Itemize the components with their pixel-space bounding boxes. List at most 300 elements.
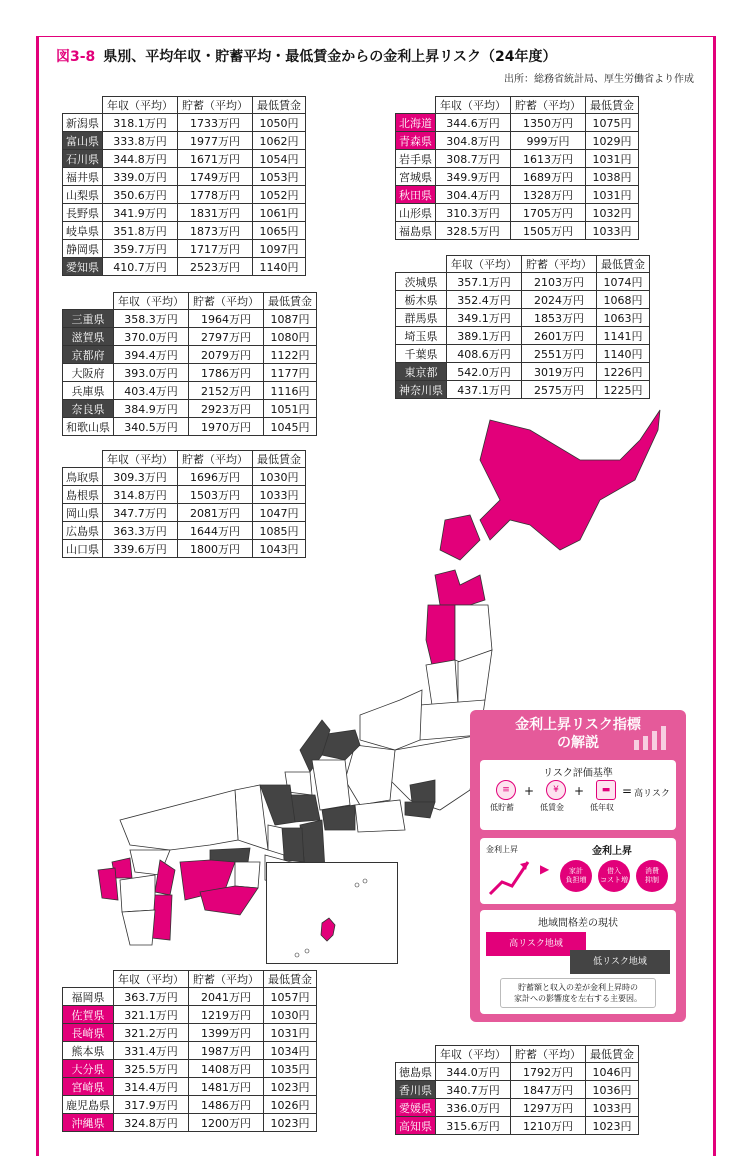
okinawa-inset <box>266 862 398 964</box>
low-risk-arrow: 低リスク地域 <box>570 950 670 974</box>
map-yamagata <box>426 660 458 705</box>
prefecture-name: 富山県 <box>63 132 103 150</box>
income-cell: 344.0万円 <box>436 1063 511 1081</box>
wage-cell: 1030円 <box>253 468 306 486</box>
wage-cell: 1062円 <box>253 132 306 150</box>
wage-cell: 1026円 <box>264 1096 317 1114</box>
savings-cell: 1689万円 <box>511 168 586 186</box>
table-corner <box>396 1046 436 1063</box>
prefecture-name: 大阪府 <box>63 364 114 382</box>
map-chugoku <box>120 790 238 850</box>
wage-cell: 1057円 <box>264 988 317 1006</box>
wage-cell: 1074円 <box>597 273 650 291</box>
criteria-box <box>480 760 676 830</box>
note-line2: 家計への影響度を左右する主要因。 <box>514 994 642 1003</box>
column-header: 最低賃金 <box>586 97 639 114</box>
wage-cell: 1045円 <box>264 418 317 436</box>
income-cell: 317.9万円 <box>114 1096 189 1114</box>
prefecture-name: 三重県 <box>63 310 114 328</box>
income-cell: 324.8万円 <box>114 1114 189 1132</box>
prefecture-name: 高知県 <box>396 1117 436 1135</box>
prefecture-table <box>395 255 650 399</box>
prefecture-table <box>62 96 306 276</box>
map-nagano <box>345 745 395 805</box>
map-kagawa <box>210 848 250 862</box>
savings-cell: 3019万円 <box>522 363 597 381</box>
income-cell: 340.7万円 <box>436 1081 511 1099</box>
criteria-low-savings: 低貯蓄 <box>490 803 514 812</box>
wage-cell: 1023円 <box>586 1117 639 1135</box>
savings-cell: 2103万円 <box>522 273 597 291</box>
map-nara <box>282 828 304 862</box>
effect-2-line2: コスト増 <box>600 876 628 884</box>
income-cell: 314.4万円 <box>114 1078 189 1096</box>
plus-sign-2: + <box>574 784 585 798</box>
prefecture-name: 群馬県 <box>396 309 447 327</box>
prefecture-name: 香川県 <box>396 1081 436 1099</box>
prefecture-name: 和歌山県 <box>63 418 114 436</box>
wage-cell: 1034円 <box>264 1042 317 1060</box>
income-cell: 344.6万円 <box>436 114 511 132</box>
map-kyoto <box>260 785 295 825</box>
wage-cell: 1046円 <box>586 1063 639 1081</box>
table-row <box>63 114 306 132</box>
savings-cell: 1705万円 <box>511 204 586 222</box>
wage-cell: 1031円 <box>264 1024 317 1042</box>
table-row <box>396 114 639 132</box>
briefcase-icon: ▬ <box>596 780 616 800</box>
table-row <box>63 168 306 186</box>
prefecture-name: 徳島県 <box>396 1063 436 1081</box>
savings-cell: 1210万円 <box>511 1117 586 1135</box>
income-cell: 358.3万円 <box>114 310 189 328</box>
savings-cell: 1486万円 <box>189 1096 264 1114</box>
wage-cell: 1177円 <box>264 364 317 382</box>
wage-cell: 1097円 <box>253 240 306 258</box>
savings-cell: 2041万円 <box>189 988 264 1006</box>
savings-cell: 1297万円 <box>511 1099 586 1117</box>
income-cell: 389.1万円 <box>447 327 522 345</box>
table-corner <box>63 293 114 310</box>
savings-cell: 2551万円 <box>522 345 597 363</box>
income-cell: 403.4万円 <box>114 382 189 400</box>
table-row <box>63 346 317 364</box>
savings-cell: 2079万円 <box>189 346 264 364</box>
savings-cell: 2523万円 <box>178 258 253 276</box>
savings-cell: 2923万円 <box>189 400 264 418</box>
rate-rise-box <box>480 838 676 904</box>
savings-cell: 999万円 <box>511 132 586 150</box>
wage-cell: 1140円 <box>253 258 306 276</box>
table-row <box>63 132 306 150</box>
savings-cell: 2575万円 <box>522 381 597 399</box>
table-row <box>63 382 317 400</box>
savings-cell: 1970万円 <box>189 418 264 436</box>
map-tokushima <box>235 862 260 888</box>
figure-title <box>56 46 557 66</box>
effect-2-line1: 借入 <box>607 867 621 875</box>
map-aomori <box>435 570 485 605</box>
rise-heading: 金利上昇 <box>592 846 632 857</box>
effect-consumption <box>636 860 668 892</box>
column-header: 貯蓄（平均） <box>522 256 597 273</box>
table-corner <box>396 97 436 114</box>
income-cell: 331.4万円 <box>114 1042 189 1060</box>
criteria-low-income: 低年収 <box>590 803 614 812</box>
map-akita <box>426 605 455 665</box>
table-row <box>396 222 639 240</box>
prefecture-name: 鹿児島県 <box>63 1096 114 1114</box>
wage-cell: 1053円 <box>253 168 306 186</box>
prefecture-name: 千葉県 <box>396 345 447 363</box>
table-row <box>396 1117 639 1135</box>
column-header: 貯蓄（平均） <box>511 97 586 114</box>
prefecture-name: 秋田県 <box>396 186 436 204</box>
column-header: 貯蓄（平均） <box>178 97 253 114</box>
map-hyogo <box>235 785 268 850</box>
prefecture-name: 青森県 <box>396 132 436 150</box>
prefecture-name: 愛知県 <box>63 258 103 276</box>
prefecture-name: 兵庫県 <box>63 382 114 400</box>
prefecture-name: 沖縄県 <box>63 1114 114 1132</box>
table-row <box>63 1078 317 1096</box>
income-cell: 336.0万円 <box>436 1099 511 1117</box>
column-header: 貯蓄（平均） <box>511 1046 586 1063</box>
table-corner <box>63 97 103 114</box>
prefecture-table <box>395 96 639 240</box>
wage-cell: 1031円 <box>586 186 639 204</box>
income-cell: 370.0万円 <box>114 328 189 346</box>
wage-cell: 1033円 <box>586 1099 639 1117</box>
savings-cell: 1786万円 <box>189 364 264 382</box>
risk-explanation-panel <box>470 710 686 1022</box>
explanation-note <box>500 978 656 1008</box>
column-header: 年収（平均） <box>436 1046 511 1063</box>
column-header: 最低賃金 <box>253 451 306 468</box>
wage-cell: 1080円 <box>264 328 317 346</box>
table-row <box>396 309 650 327</box>
income-cell: 315.6万円 <box>436 1117 511 1135</box>
savings-cell: 1408万円 <box>189 1060 264 1078</box>
column-header: 年収（平均） <box>114 293 189 310</box>
prefecture-name: 山口県 <box>63 540 103 558</box>
map-shizuoka <box>355 800 405 832</box>
savings-cell: 1792万円 <box>511 1063 586 1081</box>
savings-cell: 1350万円 <box>511 114 586 132</box>
wage-cell: 1061円 <box>253 204 306 222</box>
prefecture-name: 神奈川県 <box>396 381 447 399</box>
table-row <box>63 1060 317 1078</box>
table-corner <box>396 256 447 273</box>
wage-cell: 1065円 <box>253 222 306 240</box>
plus-sign-1: + <box>524 784 535 798</box>
savings-cell: 1503万円 <box>178 486 253 504</box>
prefecture-name: 広島県 <box>63 522 103 540</box>
prefecture-name: 東京都 <box>396 363 447 381</box>
prefecture-name: 長野県 <box>63 204 103 222</box>
table-row <box>63 240 306 258</box>
table-row <box>63 1096 317 1114</box>
savings-cell: 1717万円 <box>178 240 253 258</box>
column-header: 貯蓄（平均） <box>189 293 264 310</box>
wage-cell: 1029円 <box>586 132 639 150</box>
table-row <box>396 273 650 291</box>
wage-cell: 1068円 <box>597 291 650 309</box>
savings-cell: 1481万円 <box>189 1078 264 1096</box>
high-risk-arrow: 高リスク地域 <box>486 932 586 956</box>
yen-coin-icon: ¥ <box>546 780 566 800</box>
prefecture-name: 福島県 <box>396 222 436 240</box>
table-row <box>396 1099 639 1117</box>
column-header: 最低賃金 <box>586 1046 639 1063</box>
column-header: 最低賃金 <box>264 293 317 310</box>
wage-cell: 1035円 <box>264 1060 317 1078</box>
savings-cell: 1778万円 <box>178 186 253 204</box>
savings-cell: 2081万円 <box>178 504 253 522</box>
map-kumamoto <box>120 875 155 912</box>
savings-cell: 1505万円 <box>511 222 586 240</box>
income-cell: 542.0万円 <box>447 363 522 381</box>
column-header: 最低賃金 <box>597 256 650 273</box>
column-header: 最低賃金 <box>253 97 306 114</box>
wage-cell: 1087円 <box>264 310 317 328</box>
table-row <box>63 310 317 328</box>
savings-cell: 1696万円 <box>178 468 253 486</box>
prefecture-name: 奈良県 <box>63 400 114 418</box>
effect-household-burden <box>560 860 592 892</box>
column-header: 最低賃金 <box>264 971 317 988</box>
wage-cell: 1122円 <box>264 346 317 364</box>
income-cell: 349.9万円 <box>436 168 511 186</box>
wage-cell: 1051円 <box>264 400 317 418</box>
income-cell: 325.5万円 <box>114 1060 189 1078</box>
table-row <box>63 204 306 222</box>
income-cell: 333.8万円 <box>103 132 178 150</box>
map-niigata <box>360 690 422 750</box>
savings-cell: 1399万円 <box>189 1024 264 1042</box>
prefecture-name: 京都府 <box>63 346 114 364</box>
wage-cell: 1033円 <box>253 486 306 504</box>
savings-cell: 1831万円 <box>178 204 253 222</box>
wage-cell: 1047円 <box>253 504 306 522</box>
wage-cell: 1050円 <box>253 114 306 132</box>
effect-1-line2: 負担増 <box>565 876 587 884</box>
wage-cell: 1023円 <box>264 1078 317 1096</box>
income-cell: 308.7万円 <box>436 150 511 168</box>
map-kanagawa <box>405 802 435 818</box>
upward-trend-icon <box>488 856 532 898</box>
savings-cell: 1613万円 <box>511 150 586 168</box>
income-cell: 321.1万円 <box>114 1006 189 1024</box>
income-cell: 310.3万円 <box>436 204 511 222</box>
income-cell: 363.3万円 <box>103 522 178 540</box>
income-cell: 437.1万円 <box>447 381 522 399</box>
arrow-right-icon: ▶ <box>540 862 550 876</box>
criteria-caption: リスク評価基準 <box>543 768 613 779</box>
table-row <box>63 1114 317 1132</box>
prefecture-name: 愛媛県 <box>396 1099 436 1117</box>
income-cell: 357.1万円 <box>447 273 522 291</box>
table-row <box>63 1006 317 1024</box>
table-row <box>396 132 639 150</box>
map-nagasaki <box>98 868 118 900</box>
income-cell: 309.3万円 <box>103 468 178 486</box>
wage-cell: 1063円 <box>597 309 650 327</box>
savings-cell: 1219万円 <box>189 1006 264 1024</box>
table-row <box>63 364 317 382</box>
column-header: 年収（平均） <box>103 97 178 114</box>
prefecture-name: 石川県 <box>63 150 103 168</box>
map-osaka <box>268 825 284 855</box>
prefecture-name: 茨城県 <box>396 273 447 291</box>
income-cell: 340.5万円 <box>114 418 189 436</box>
prefecture-name: 大分県 <box>63 1060 114 1078</box>
savings-cell: 2601万円 <box>522 327 597 345</box>
wage-cell: 1140円 <box>597 345 650 363</box>
prefecture-name: 栃木県 <box>396 291 447 309</box>
table-row <box>63 328 317 346</box>
savings-cell: 1853万円 <box>522 309 597 327</box>
income-cell: 359.7万円 <box>103 240 178 258</box>
panel-title-line2: の解説 <box>557 735 599 751</box>
column-header: 貯蓄（平均） <box>189 971 264 988</box>
wage-cell: 1054円 <box>253 150 306 168</box>
income-cell: 363.7万円 <box>114 988 189 1006</box>
income-cell: 410.7万円 <box>103 258 178 276</box>
wage-cell: 1023円 <box>264 1114 317 1132</box>
table-row <box>396 363 650 381</box>
wage-cell: 1043円 <box>253 540 306 558</box>
table-row <box>396 291 650 309</box>
savings-cell: 1644万円 <box>178 522 253 540</box>
table-row <box>63 1024 317 1042</box>
prefecture-name: 山梨県 <box>63 186 103 204</box>
table-row <box>396 150 639 168</box>
income-cell: 304.4万円 <box>436 186 511 204</box>
savings-cell: 1733万円 <box>178 114 253 132</box>
income-cell: 318.1万円 <box>103 114 178 132</box>
map-hokkaido <box>480 410 660 550</box>
table-row <box>63 186 306 204</box>
panel-title-line1: 金利上昇リスク指標 <box>515 717 641 733</box>
column-header: 年収（平均） <box>436 97 511 114</box>
income-cell: 339.0万円 <box>103 168 178 186</box>
column-header: 年収（平均） <box>114 971 189 988</box>
income-cell: 351.8万円 <box>103 222 178 240</box>
table-row <box>63 222 306 240</box>
rising-chart-icon <box>630 722 676 752</box>
savings-cell: 1987万円 <box>189 1042 264 1060</box>
prefecture-name: 宮城県 <box>396 168 436 186</box>
savings-cell: 1873万円 <box>178 222 253 240</box>
income-cell: 384.9万円 <box>114 400 189 418</box>
savings-cell: 1671万円 <box>178 150 253 168</box>
gap-caption: 地域間格差の現状 <box>538 918 618 929</box>
table-row <box>396 1081 639 1099</box>
table-row <box>396 168 639 186</box>
prefecture-name: 熊本県 <box>63 1042 114 1060</box>
result-high-risk: 高リスク <box>634 789 670 799</box>
source-note: 出所：総務省統計局、厚生労働省より作成 <box>504 74 694 85</box>
prefecture-name: 福岡県 <box>63 988 114 1006</box>
savings-cell: 1200万円 <box>189 1114 264 1132</box>
table-row <box>63 1042 317 1060</box>
prefecture-name: 山形県 <box>396 204 436 222</box>
effect-3-line1: 消費 <box>645 867 659 875</box>
wage-cell: 1030円 <box>264 1006 317 1024</box>
map-kochi <box>200 886 258 915</box>
wage-cell: 1031円 <box>586 150 639 168</box>
savings-cell: 1328万円 <box>511 186 586 204</box>
income-cell: 347.7万円 <box>103 504 178 522</box>
income-cell: 304.8万円 <box>436 132 511 150</box>
prefecture-name: 宮崎県 <box>63 1078 114 1096</box>
income-cell: 349.1万円 <box>447 309 522 327</box>
table-row <box>396 381 650 399</box>
wage-cell: 1085円 <box>253 522 306 540</box>
wage-cell: 1032円 <box>586 204 639 222</box>
note-line1: 貯蓄額と収入の差が金利上昇時の <box>518 983 638 992</box>
wage-cell: 1075円 <box>586 114 639 132</box>
wage-cell: 1116円 <box>264 382 317 400</box>
column-header: 貯蓄（平均） <box>178 451 253 468</box>
prefecture-name: 岐阜県 <box>63 222 103 240</box>
savings-cell: 1847万円 <box>511 1081 586 1099</box>
savings-cell: 1800万円 <box>178 540 253 558</box>
income-cell: 328.5万円 <box>436 222 511 240</box>
criteria-low-wage: 低賃金 <box>540 803 564 812</box>
figure-title-text: 県別、平均年収・貯蓄平均・最低賃金からの金利上昇リスク（24年度） <box>103 49 557 65</box>
prefecture-name: 長崎県 <box>63 1024 114 1042</box>
wage-cell: 1226円 <box>597 363 650 381</box>
table-row <box>396 204 639 222</box>
prefecture-name: 佐賀県 <box>63 1006 114 1024</box>
prefecture-name: 静岡県 <box>63 240 103 258</box>
prefecture-name: 北海道 <box>396 114 436 132</box>
map-okinawa <box>321 918 335 941</box>
figure-number: 図3-8 <box>56 49 96 65</box>
prefecture-name: 新潟県 <box>63 114 103 132</box>
coin-stack-icon: ≡ <box>496 780 516 800</box>
prefecture-name: 岩手県 <box>396 150 436 168</box>
prefecture-name: 滋賀県 <box>63 328 114 346</box>
wage-cell: 1033円 <box>586 222 639 240</box>
income-cell: 394.4万円 <box>114 346 189 364</box>
income-cell: 408.6万円 <box>447 345 522 363</box>
effect-borrowing-cost <box>598 860 630 892</box>
prefecture-name: 埼玉県 <box>396 327 447 345</box>
map-gifu <box>312 760 350 810</box>
income-cell: 341.9万円 <box>103 204 178 222</box>
prefecture-name: 島根県 <box>63 486 103 504</box>
map-hokkaido-tail <box>440 515 480 560</box>
table-row <box>396 345 650 363</box>
wage-cell: 1038円 <box>586 168 639 186</box>
prefecture-name: 岡山県 <box>63 504 103 522</box>
table-row <box>396 327 650 345</box>
prefecture-table <box>395 1045 639 1135</box>
income-cell: 350.6万円 <box>103 186 178 204</box>
equals-sign: = <box>622 784 633 798</box>
wage-cell: 1052円 <box>253 186 306 204</box>
regional-gap-box <box>480 910 676 1014</box>
wage-cell: 1141円 <box>597 327 650 345</box>
savings-cell: 2152万円 <box>189 382 264 400</box>
savings-cell: 1749万円 <box>178 168 253 186</box>
table-row <box>63 150 306 168</box>
effect-1-line1: 家計 <box>569 867 583 875</box>
rise-label: 金利上昇 <box>486 845 518 854</box>
